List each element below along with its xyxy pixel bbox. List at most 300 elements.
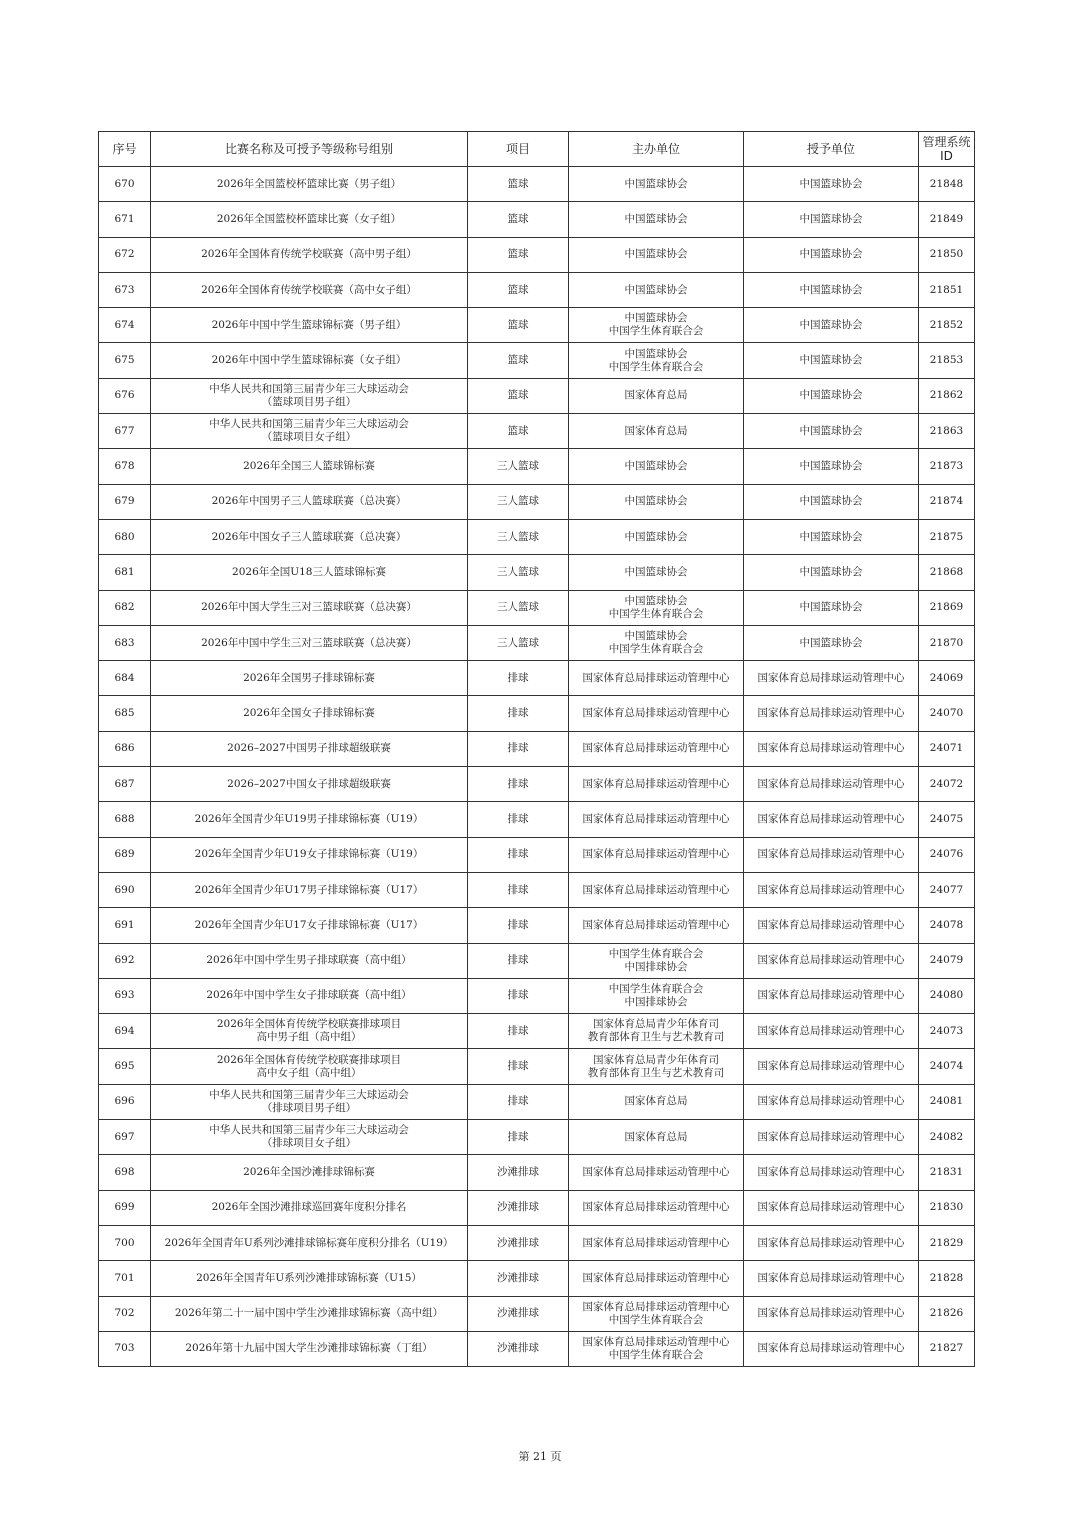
cell-sport: 篮球 — [468, 202, 569, 237]
cell-sport: 沙滩排球 — [468, 1296, 569, 1331]
cell-organizer — [569, 484, 744, 519]
cell-organizer-line: 中国篮球协会 — [624, 248, 688, 261]
cell-system-id: 24073 — [919, 1014, 975, 1049]
cell-system-id: 21862 — [919, 378, 975, 413]
table-row — [99, 343, 975, 378]
cell-grantor: 国家体育总局排球运动管理中心 — [744, 802, 919, 837]
cell-name-line: 2026年全国青少年U19女子排球锦标赛（U19） — [194, 848, 424, 861]
cell-sport: 沙滩排球 — [468, 1331, 569, 1366]
cell-grantor: 国家体育总局排球运动管理中心 — [744, 943, 919, 978]
table-row — [99, 449, 975, 484]
cell-sport: 排球 — [468, 908, 569, 943]
cell-system-id: 24075 — [919, 802, 975, 837]
cell-organizer — [569, 908, 744, 943]
cell-system-id: 24072 — [919, 767, 975, 802]
cell-organizer-line: 国家体育总局排球运动管理中心 — [582, 918, 730, 931]
cell-organizer-line: 中国篮球协会 — [624, 565, 688, 578]
cell-organizer-line: 国家体育总局排球运动管理中心 — [582, 848, 730, 861]
cell-seq: 674 — [99, 308, 151, 343]
cell-organizer — [569, 308, 744, 343]
cell-name-line: 2026年全国体育传统学校联赛（高中女子组） — [201, 283, 417, 296]
cell-sport: 排球 — [468, 767, 569, 802]
table-row — [99, 414, 975, 449]
cell-name — [151, 1084, 468, 1119]
table-row — [99, 1225, 975, 1260]
cell-seq: 682 — [99, 590, 151, 625]
cell-organizer — [569, 1014, 744, 1049]
cell-seq: 678 — [99, 449, 151, 484]
table-row — [99, 378, 975, 413]
page-number: 第 21 页 — [518, 1450, 562, 1463]
cell-organizer-line: 中国篮球协会 — [624, 312, 688, 325]
cell-system-id: 24080 — [919, 978, 975, 1013]
cell-organizer — [569, 414, 744, 449]
cell-name — [151, 202, 468, 237]
header-system-id-line2: ID — [940, 149, 953, 163]
cell-name-line: 2026年全国U18三人篮球锦标赛 — [232, 565, 386, 578]
cell-organizer — [569, 202, 744, 237]
table-row — [99, 1261, 975, 1296]
cell-seq: 683 — [99, 625, 151, 660]
cell-name — [151, 802, 468, 837]
cell-organizer — [569, 978, 744, 1013]
cell-sport: 排球 — [468, 837, 569, 872]
cell-organizer-line: 中国学生体育联合会 — [608, 1313, 704, 1326]
cell-sport: 三人篮球 — [468, 555, 569, 590]
cell-name-line: 2026年全国体育传统学校联赛排球项目 — [216, 1053, 402, 1066]
cell-name — [151, 1225, 468, 1260]
cell-seq: 672 — [99, 237, 151, 272]
cell-organizer-line: 国家体育总局排球运动管理中心 — [582, 812, 730, 825]
table-row — [99, 1155, 975, 1190]
cell-name — [151, 872, 468, 907]
cell-sport: 三人篮球 — [468, 484, 569, 519]
cell-sport: 排球 — [468, 943, 569, 978]
cell-name — [151, 343, 468, 378]
cell-organizer — [569, 1120, 744, 1155]
table-row — [99, 767, 975, 802]
cell-organizer-line: 教育部体育卫生与艺术教育司 — [587, 1031, 725, 1044]
cell-organizer — [569, 449, 744, 484]
cell-grantor: 中国篮球协会 — [744, 202, 919, 237]
cell-grantor: 国家体育总局排球运动管理中心 — [744, 1049, 919, 1084]
cell-name — [151, 1049, 468, 1084]
cell-seq: 699 — [99, 1190, 151, 1225]
table-row — [99, 696, 975, 731]
cell-seq: 677 — [99, 414, 151, 449]
cell-grantor: 国家体育总局排球运动管理中心 — [744, 1296, 919, 1331]
cell-seq: 698 — [99, 1155, 151, 1190]
cell-organizer — [569, 519, 744, 554]
table-row — [99, 1049, 975, 1084]
cell-organizer-line: 中国排球协会 — [624, 960, 688, 973]
cell-sport: 三人篮球 — [468, 449, 569, 484]
cell-organizer-line: 中国篮球协会 — [624, 530, 688, 543]
cell-seq: 695 — [99, 1049, 151, 1084]
cell-system-id: 21851 — [919, 272, 975, 307]
table-row — [99, 1331, 975, 1366]
cell-name-line: （篮球项目女子组） — [261, 431, 357, 444]
cell-sport: 排球 — [468, 1014, 569, 1049]
cell-system-id: 21848 — [919, 167, 975, 202]
cell-system-id: 21830 — [919, 1190, 975, 1225]
cell-grantor: 中国篮球协会 — [744, 449, 919, 484]
cell-sport: 沙滩排球 — [468, 1225, 569, 1260]
cell-name-line: 2026年全国青年U系列沙滩排球锦标赛年度积分排名（U19） — [164, 1236, 454, 1249]
cell-sport: 排球 — [468, 696, 569, 731]
cell-organizer-line: 国家体育总局排球运动管理中心 — [582, 883, 730, 896]
cell-organizer-line: 中国学生体育联合会 — [608, 325, 704, 338]
cell-organizer-line: 中国学生体育联合会 — [608, 643, 704, 655]
cell-grantor: 中国篮球协会 — [744, 484, 919, 519]
cell-seq: 673 — [99, 272, 151, 307]
header-name: 比赛名称及可授予等级称号组别 — [151, 132, 468, 167]
cell-organizer — [569, 661, 744, 696]
cell-name — [151, 837, 468, 872]
cell-seq: 680 — [99, 519, 151, 554]
cell-sport: 排球 — [468, 978, 569, 1013]
cell-grantor: 中国篮球协会 — [744, 272, 919, 307]
header-sport: 项目 — [468, 132, 569, 167]
cell-grantor: 中国篮球协会 — [744, 555, 919, 590]
cell-sport: 沙滩排球 — [468, 1190, 569, 1225]
table-row — [99, 202, 975, 237]
cell-system-id: 21828 — [919, 1261, 975, 1296]
cell-system-id: 21831 — [919, 1155, 975, 1190]
cell-organizer-line: 国家体育总局排球运动管理中心 — [582, 777, 730, 790]
cell-grantor: 国家体育总局排球运动管理中心 — [744, 1190, 919, 1225]
header-grantor: 授予单位 — [744, 132, 919, 167]
cell-name — [151, 378, 468, 413]
cell-name-line: 中华人民共和国第三届青少年三大球运动会 — [209, 1124, 409, 1137]
cell-name-line: 2026年全国女子排球锦标赛 — [243, 707, 375, 720]
cell-seq: 685 — [99, 696, 151, 731]
cell-name-line: 2026年全国篮校杯篮球比赛（男子组） — [216, 177, 402, 190]
cell-system-id: 24078 — [919, 908, 975, 943]
cell-organizer — [569, 731, 744, 766]
cell-system-id: 21870 — [919, 625, 975, 660]
cell-sport: 排球 — [468, 802, 569, 837]
cell-seq: 679 — [99, 484, 151, 519]
cell-sport: 三人篮球 — [468, 625, 569, 660]
table-row — [99, 1190, 975, 1225]
cell-organizer — [569, 555, 744, 590]
table-row — [99, 237, 975, 272]
cell-seq: 684 — [99, 661, 151, 696]
cell-sport: 沙滩排球 — [468, 1155, 569, 1190]
cell-name-line: 2026年中国中学生篮球锦标赛（女子组） — [211, 354, 407, 367]
cell-grantor: 中国篮球协会 — [744, 343, 919, 378]
cell-system-id: 21869 — [919, 590, 975, 625]
cell-name-line: 2026年中国中学生女子排球联赛（高中组） — [206, 989, 412, 1002]
cell-name-line: 2026年全国青年U系列沙滩排球锦标赛（U15） — [196, 1271, 422, 1284]
cell-name — [151, 1190, 468, 1225]
cell-grantor: 国家体育总局排球运动管理中心 — [744, 1120, 919, 1155]
table-row — [99, 484, 975, 519]
cell-organizer-line: 中国篮球协会 — [624, 283, 688, 296]
cell-organizer — [569, 943, 744, 978]
cell-name — [151, 767, 468, 802]
cell-system-id: 24076 — [919, 837, 975, 872]
table-row — [99, 555, 975, 590]
cell-name — [151, 1155, 468, 1190]
cell-organizer-line: 国家体育总局 — [624, 424, 688, 437]
cell-organizer-line: 国家体育总局 — [624, 1095, 688, 1108]
cell-name-line: 2026年第二十一届中国中学生沙滩排球锦标赛（高中组） — [174, 1307, 444, 1320]
cell-seq: 688 — [99, 802, 151, 837]
cell-seq: 691 — [99, 908, 151, 943]
table-row — [99, 1296, 975, 1331]
cell-organizer — [569, 343, 744, 378]
table-row — [99, 1120, 975, 1155]
cell-sport: 排球 — [468, 1049, 569, 1084]
cell-organizer-line: 中国学生体育联合会 — [608, 982, 704, 995]
cell-seq: 689 — [99, 837, 151, 872]
cell-organizer-line: 国家体育总局排球运动管理中心 — [582, 1201, 730, 1214]
cell-seq: 675 — [99, 343, 151, 378]
table-row — [99, 308, 975, 343]
cell-grantor: 国家体育总局排球运动管理中心 — [744, 837, 919, 872]
cell-organizer — [569, 767, 744, 802]
cell-seq: 701 — [99, 1261, 151, 1296]
cell-seq: 692 — [99, 943, 151, 978]
cell-sport: 沙滩排球 — [468, 1261, 569, 1296]
cell-name — [151, 908, 468, 943]
cell-name-line: 2026年中国中学生男子排球联赛（高中组） — [206, 954, 412, 967]
cell-sport: 三人篮球 — [468, 590, 569, 625]
cell-name — [151, 272, 468, 307]
cell-name — [151, 590, 468, 625]
cell-name — [151, 661, 468, 696]
cell-grantor: 中国篮球协会 — [744, 308, 919, 343]
cell-name — [151, 555, 468, 590]
cell-organizer-line: 国家体育总局排球运动管理中心 — [582, 707, 730, 720]
cell-name-line: 2026年全国沙滩排球锦标赛 — [243, 1165, 375, 1178]
cell-sport: 篮球 — [468, 272, 569, 307]
cell-sport: 篮球 — [468, 167, 569, 202]
header-organizer: 主办单位 — [569, 132, 744, 167]
cell-name — [151, 414, 468, 449]
cell-sport: 篮球 — [468, 308, 569, 343]
cell-name-line: 2026年全国青少年U17女子排球锦标赛（U17） — [194, 918, 424, 931]
cell-name — [151, 237, 468, 272]
header-seq: 序号 — [99, 132, 151, 167]
cell-organizer-line: 中国篮球协会 — [624, 177, 688, 190]
cell-grantor: 国家体育总局排球运动管理中心 — [744, 1261, 919, 1296]
cell-system-id: 24074 — [919, 1049, 975, 1084]
cell-grantor: 国家体育总局排球运动管理中心 — [744, 1225, 919, 1260]
cell-name-line: 2026年全国青少年U19男子排球锦标赛（U19） — [194, 812, 424, 825]
cell-organizer-line: 国家体育总局排球运动管理中心 — [582, 1300, 730, 1313]
cell-grantor: 国家体育总局排球运动管理中心 — [744, 1014, 919, 1049]
cell-organizer — [569, 837, 744, 872]
cell-name-line: 2026年全国男子排球锦标赛 — [243, 671, 375, 684]
cell-grantor: 中国篮球协会 — [744, 414, 919, 449]
cell-name-line: 2026–2027中国女子排球超级联赛 — [227, 777, 391, 790]
table-row — [99, 661, 975, 696]
cell-organizer — [569, 625, 744, 660]
cell-system-id: 24071 — [919, 731, 975, 766]
cell-organizer — [569, 1049, 744, 1084]
cell-grantor: 中国篮球协会 — [744, 590, 919, 625]
cell-organizer — [569, 1225, 744, 1260]
table-row — [99, 1084, 975, 1119]
cell-name — [151, 308, 468, 343]
cell-seq: 700 — [99, 1225, 151, 1260]
cell-name — [151, 167, 468, 202]
cell-name — [151, 1014, 468, 1049]
cell-organizer-line: 国家体育总局 — [624, 389, 688, 402]
cell-seq: 696 — [99, 1084, 151, 1119]
cell-name-line: 2026年中国女子三人篮球联赛（总决赛） — [211, 530, 407, 543]
cell-organizer-line: 中国篮球协会 — [624, 495, 688, 508]
cell-grantor: 中国篮球协会 — [744, 167, 919, 202]
cell-seq: 697 — [99, 1120, 151, 1155]
cell-grantor: 国家体育总局排球运动管理中心 — [744, 908, 919, 943]
header-system-id-line1: 管理系统 — [922, 135, 971, 149]
cell-sport: 篮球 — [468, 237, 569, 272]
cell-sport: 排球 — [468, 1120, 569, 1155]
cell-system-id: 24077 — [919, 872, 975, 907]
cell-name-line: 2026年全国体育传统学校联赛排球项目 — [216, 1018, 402, 1031]
table-row — [99, 872, 975, 907]
cell-system-id: 21850 — [919, 237, 975, 272]
table-row — [99, 625, 975, 660]
cell-sport: 篮球 — [468, 414, 569, 449]
cell-name — [151, 1296, 468, 1331]
cell-name-line: 中华人民共和国第三届青少年三大球运动会 — [209, 1088, 409, 1101]
cell-name-line: 2026年中国男子三人篮球联赛（总决赛） — [211, 495, 407, 508]
cell-organizer-line: 国家体育总局排球运动管理中心 — [582, 742, 730, 755]
cell-grantor: 国家体育总局排球运动管理中心 — [744, 1331, 919, 1366]
cell-organizer — [569, 802, 744, 837]
cell-name — [151, 1261, 468, 1296]
cell-seq: 670 — [99, 167, 151, 202]
cell-name — [151, 1120, 468, 1155]
table-row — [99, 519, 975, 554]
table-row — [99, 1014, 975, 1049]
cell-name-line: 2026年全国青少年U17男子排球锦标赛（U17） — [194, 883, 424, 896]
cell-grantor: 国家体育总局排球运动管理中心 — [744, 872, 919, 907]
cell-organizer — [569, 1084, 744, 1119]
cell-organizer-line: 中国排球协会 — [624, 995, 688, 1008]
cell-system-id: 24070 — [919, 696, 975, 731]
cell-name-line: （排球项目女子组） — [261, 1137, 357, 1150]
cell-organizer-line: 国家体育总局排球运动管理中心 — [582, 671, 730, 684]
cell-name — [151, 731, 468, 766]
cell-organizer-line: 国家体育总局青少年体育司 — [593, 1018, 719, 1031]
cell-grantor: 国家体育总局排球运动管理中心 — [744, 767, 919, 802]
cell-name-line: 2026年全国篮校杯篮球比赛（女子组） — [216, 212, 402, 225]
cell-name — [151, 978, 468, 1013]
cell-name — [151, 943, 468, 978]
cell-sport: 排球 — [468, 1084, 569, 1119]
cell-organizer — [569, 1261, 744, 1296]
cell-grantor: 国家体育总局排球运动管理中心 — [744, 1084, 919, 1119]
cell-name-line: 2026年全国体育传统学校联赛（高中男子组） — [201, 248, 417, 261]
cell-organizer — [569, 272, 744, 307]
cell-name — [151, 1331, 468, 1366]
cell-seq: 676 — [99, 378, 151, 413]
cell-name-line: 中华人民共和国第三届青少年三大球运动会 — [209, 418, 409, 431]
table-row — [99, 908, 975, 943]
cell-organizer — [569, 696, 744, 731]
cell-system-id: 24079 — [919, 943, 975, 978]
cell-organizer-line: 国家体育总局排球运动管理中心 — [582, 1271, 730, 1284]
table-row — [99, 978, 975, 1013]
cell-sport: 三人篮球 — [468, 519, 569, 554]
cell-grantor: 国家体育总局排球运动管理中心 — [744, 696, 919, 731]
cell-organizer — [569, 1190, 744, 1225]
cell-system-id: 21826 — [919, 1296, 975, 1331]
cell-grantor: 中国篮球协会 — [744, 625, 919, 660]
cell-organizer-line: 中国学生体育联合会 — [608, 360, 704, 373]
table-row — [99, 837, 975, 872]
header-system-id — [919, 132, 975, 167]
table-row — [99, 731, 975, 766]
cell-system-id: 24069 — [919, 661, 975, 696]
table-row — [99, 167, 975, 202]
cell-system-id: 21868 — [919, 555, 975, 590]
cell-organizer-line: 国家体育总局排球运动管理中心 — [582, 1165, 730, 1178]
cell-system-id: 21829 — [919, 1225, 975, 1260]
table-row — [99, 802, 975, 837]
cell-sport: 排球 — [468, 872, 569, 907]
cell-grantor: 国家体育总局排球运动管理中心 — [744, 1155, 919, 1190]
cell-name-line: 2026年全国三人篮球锦标赛 — [243, 460, 375, 473]
cell-organizer — [569, 1155, 744, 1190]
cell-organizer-line: 中国篮球协会 — [624, 347, 688, 360]
header-row — [99, 132, 975, 167]
cell-name-line: 高中男子组（高中组） — [256, 1031, 362, 1044]
cell-organizer-line: 中国篮球协会 — [624, 594, 688, 607]
table-row — [99, 943, 975, 978]
cell-name-line: 高中女子组（高中组） — [256, 1066, 362, 1079]
cell-name-line: （排球项目男子组） — [261, 1101, 357, 1114]
table-row — [99, 272, 975, 307]
cell-name-line: 2026年中国中学生三对三篮球联赛（总决赛） — [201, 636, 417, 649]
competition-table — [98, 131, 975, 1367]
cell-name — [151, 519, 468, 554]
cell-system-id: 24081 — [919, 1084, 975, 1119]
cell-organizer-line: 中国篮球协会 — [624, 460, 688, 473]
cell-organizer-line: 国家体育总局青少年体育司 — [593, 1053, 719, 1066]
cell-seq: 703 — [99, 1331, 151, 1366]
cell-organizer-line: 中国篮球协会 — [624, 212, 688, 225]
cell-name — [151, 484, 468, 519]
cell-name-line: 中华人民共和国第三届青少年三大球运动会 — [209, 382, 409, 395]
cell-system-id: 21863 — [919, 414, 975, 449]
cell-sport: 排球 — [468, 661, 569, 696]
cell-system-id: 21827 — [919, 1331, 975, 1366]
cell-name-line: 2026–2027中国男子排球超级联赛 — [227, 742, 391, 755]
cell-organizer-line: 国家体育总局排球运动管理中心 — [582, 1236, 730, 1249]
cell-organizer-line: 中国篮球协会 — [624, 630, 688, 642]
cell-seq: 693 — [99, 978, 151, 1013]
cell-name — [151, 625, 468, 660]
table-body — [99, 167, 975, 1367]
cell-organizer — [569, 378, 744, 413]
cell-name-line: 2026年中国大学生三对三篮球联赛（总决赛） — [201, 601, 417, 614]
cell-organizer — [569, 590, 744, 625]
cell-organizer — [569, 237, 744, 272]
cell-organizer-line: 中国学生体育联合会 — [608, 607, 704, 620]
cell-system-id: 24082 — [919, 1120, 975, 1155]
cell-name — [151, 449, 468, 484]
cell-seq: 687 — [99, 767, 151, 802]
cell-seq: 694 — [99, 1014, 151, 1049]
cell-grantor: 国家体育总局排球运动管理中心 — [744, 661, 919, 696]
